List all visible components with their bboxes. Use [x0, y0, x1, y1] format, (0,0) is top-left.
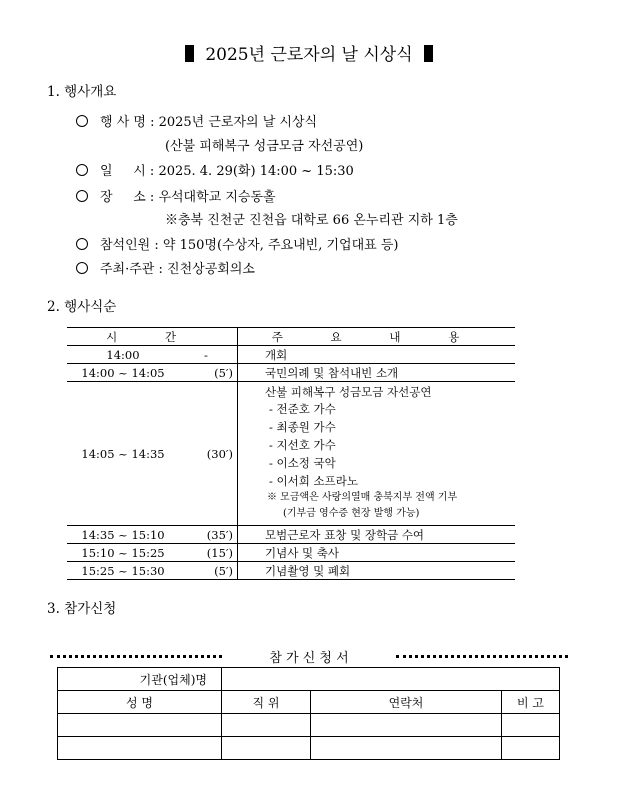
attendees-row	[76, 234, 398, 253]
performer-item: - 이소정 국악	[269, 456, 336, 470]
bullet-circle-icon	[76, 115, 88, 127]
table-row	[67, 544, 515, 562]
dotted-divider-left	[50, 655, 222, 658]
position-header: 직 위	[222, 691, 311, 714]
position-cell[interactable]	[222, 714, 311, 737]
table-row	[67, 382, 515, 526]
position-cell[interactable]	[222, 737, 311, 760]
row-time: 14:00	[67, 346, 179, 364]
event-name-label: 행 사 명 :	[100, 115, 155, 130]
name-cell[interactable]	[58, 714, 222, 737]
performer-item: - 최종원 가수	[269, 420, 336, 434]
title-block-right	[424, 45, 433, 62]
form-entry-row	[58, 737, 560, 760]
remarks-cell[interactable]	[502, 714, 560, 737]
event-name-row	[76, 111, 317, 130]
venue-address: ※충북 진천군 진천읍 대학로 66 온누리관 지하 1층	[165, 213, 458, 228]
row-time: 15:10 ~ 15:25	[67, 544, 179, 562]
name-cell[interactable]	[58, 737, 222, 760]
org-row	[58, 668, 560, 691]
bullet-circle-icon	[76, 164, 88, 176]
row-time: 15:25 ~ 15:30	[67, 562, 179, 580]
table-row	[67, 526, 515, 544]
performer-item: - 이서희 소프라노	[269, 474, 358, 488]
host-row	[76, 258, 255, 277]
contact-cell[interactable]	[311, 714, 502, 737]
concert-title: 산불 피해복구 성금모금 자선공연	[265, 385, 432, 399]
remarks-header: 비 고	[502, 691, 560, 714]
section2-heading: 2. 행사식순	[47, 299, 117, 315]
row-content	[238, 382, 516, 526]
host-label: 주최·주관 :	[100, 262, 163, 277]
name-header: 성 명	[58, 691, 222, 714]
row-duration: (30′)	[179, 382, 238, 526]
table-row	[67, 364, 515, 382]
performer-item: - 전준호 가수	[269, 402, 336, 416]
receipt-note: (기부금 영수증 현장 발행 가능)	[283, 508, 420, 519]
row-time: 14:35 ~ 15:10	[67, 526, 179, 544]
document-title	[0, 40, 618, 65]
bullet-circle-icon	[76, 190, 88, 202]
row-duration: (15′)	[179, 544, 238, 562]
section1-heading: 1. 행사개요	[47, 84, 117, 100]
header-content: 주 요 내 용	[238, 328, 516, 346]
performer-item: - 지선호 가수	[269, 438, 336, 452]
datetime-label: 일 시 :	[100, 164, 155, 179]
bullet-circle-icon	[76, 238, 88, 250]
application-form-table	[57, 667, 560, 760]
form-header-row	[58, 691, 560, 714]
table-row	[67, 346, 515, 364]
row-duration: (35′)	[179, 526, 238, 544]
attendees-value: 약 150명(수상자, 주요내빈, 기업대표 등)	[162, 238, 399, 253]
event-name: 2025년 근로자의 날 시상식	[158, 115, 318, 130]
row-time: 14:00 ~ 14:05	[67, 364, 179, 382]
row-duration: (5′)	[179, 562, 238, 580]
row-duration: -	[179, 346, 238, 364]
dotted-divider-right	[396, 655, 568, 658]
venue-row	[76, 186, 276, 205]
remarks-cell[interactable]	[502, 737, 560, 760]
row-time: 14:05 ~ 14:35	[67, 382, 179, 526]
schedule-table	[67, 327, 515, 580]
row-duration: (5′)	[179, 364, 238, 382]
datetime-row	[76, 160, 354, 179]
datetime-value: 2025. 4. 29(화) 14:00 ~ 15:30	[158, 164, 354, 179]
header-time: 시 간	[67, 328, 238, 346]
section3-heading: 3. 참가신청	[47, 601, 117, 617]
venue-value: 우석대학교 지승동홀	[158, 190, 276, 205]
row-content: 기념촬영 및 폐회	[238, 562, 516, 580]
form-title: 참 가 신 청 서	[269, 651, 349, 666]
form-entry-row	[58, 714, 560, 737]
table-row	[67, 562, 515, 580]
contact-cell[interactable]	[311, 737, 502, 760]
org-label: 기관(업체)명	[58, 668, 222, 691]
schedule-header-row	[67, 328, 515, 346]
row-content: 개회	[238, 346, 516, 364]
event-subtitle: (산불 피해복구 성금모금 자선공연)	[165, 139, 364, 154]
title-block-left	[185, 45, 194, 62]
contact-header: 연락처	[311, 691, 502, 714]
row-content: 국민의례 및 참석내빈 소개	[238, 364, 516, 382]
host-value: 진천상공회의소	[167, 262, 255, 277]
venue-label: 장 소 :	[100, 190, 155, 205]
donation-note: ※ 모금액은 사랑의열매 충북지부 전액 기부	[267, 492, 458, 503]
org-input-cell[interactable]	[222, 668, 560, 691]
bullet-circle-icon	[76, 262, 88, 274]
row-content: 모범근로자 표창 및 장학금 수여	[238, 526, 516, 544]
attendees-label: 참석인원 :	[100, 238, 159, 253]
title-text: 2025년 근로자의 날 시상식	[205, 45, 413, 65]
row-content: 기념사 및 축사	[238, 544, 516, 562]
